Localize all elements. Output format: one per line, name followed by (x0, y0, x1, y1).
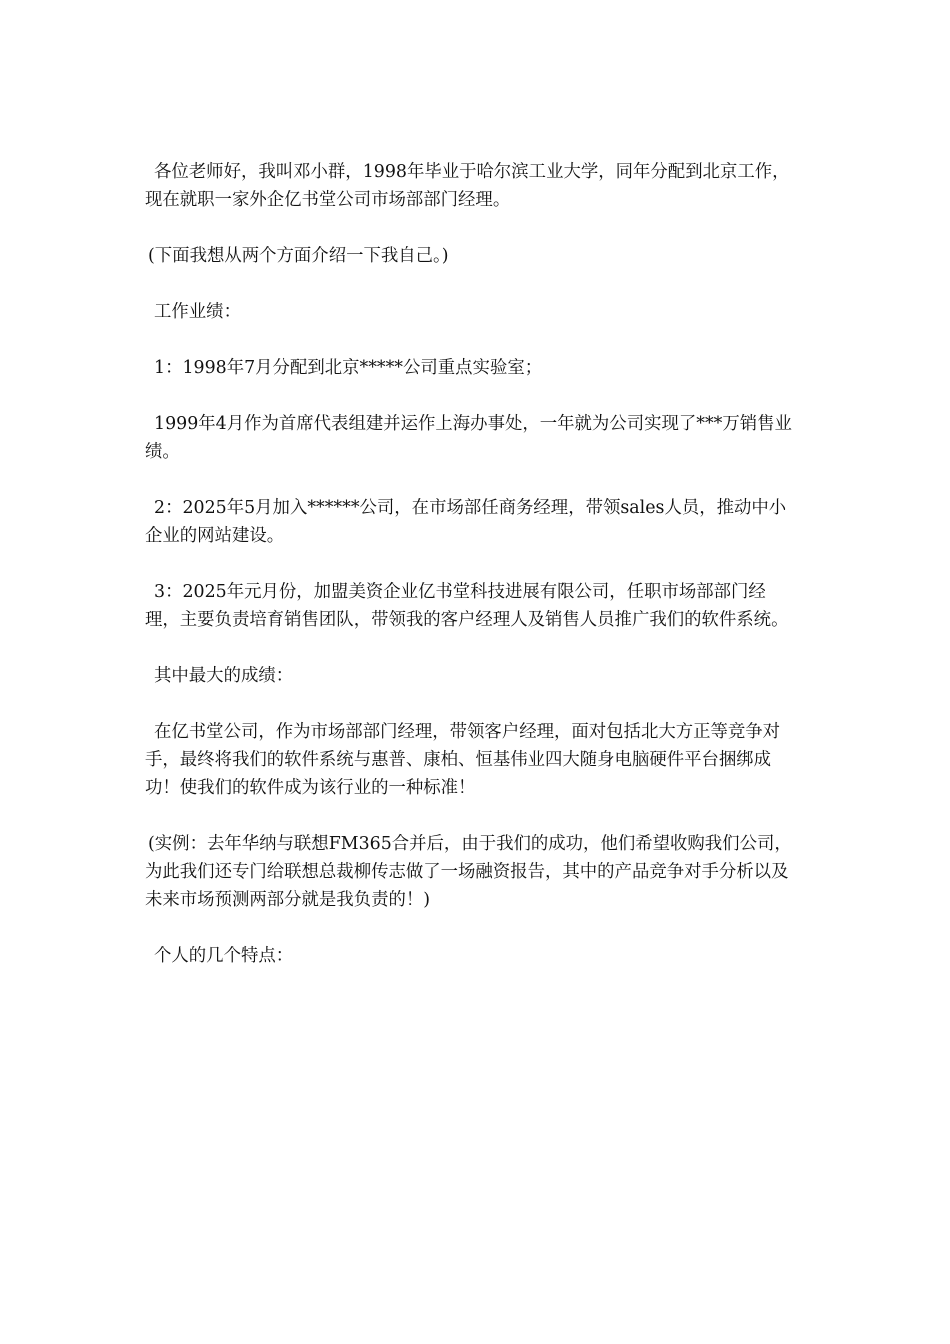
paragraph-item-1-detail: 1999年4月作为首席代表组建并运作上海办事处，一年就为公司实现了***万销售业绩。 (145, 414, 792, 462)
paragraph-achievement-detail: 在亿书堂公司，作为市场部部门经理，带领客户经理，面对包括北大方正等竞争对手，最终将我们的软件系统与惠普、康柏、恒基伟业四大随身电脑硬件平台捆绑成功！使我们的软件成为该行业的一种标准！ (145, 722, 781, 798)
paragraph-item-2: 2：2025年5月加入******公司，在市场部任商务经理，带领sales人员，推动中小企业的网站建设。 (145, 498, 787, 546)
document-body (145, 158, 800, 998)
heading-work-achievements: 工作业绩： (154, 302, 241, 322)
paragraph-intro: 各位老师好，我叫邓小群，1998年毕业于哈尔滨工业大学，同年分配到北京工作，现在就职一家外企亿书堂公司市场部部门经理。 (145, 162, 790, 210)
paragraph-item-1: 1：1998年7月分配到北京*****公司重点实验室； (154, 358, 543, 378)
heading-biggest-achievement: 其中最大的成绩： (154, 666, 294, 686)
paragraph-example: (实例：去年华纳与联想FM365合并后，由于我们的成功，他们希望收购我们公司，为此我们还专门给联想总裁柳传志做了一场融资报告，其中的产品竞争对手分析以及未来市场预测两部分就是我负责的！) (145, 834, 792, 910)
heading-personal-traits: 个人的几个特点： (154, 946, 294, 966)
paragraph-outline: (下面我想从两个方面介绍一下我自己。) (148, 246, 449, 266)
paragraph-item-3: 3：2025年元月份，加盟美资企业亿书堂科技进展有限公司，任职市场部部门经理，主要负责培育销售团队，带领我的客户经理人及销售人员推广我们的软件系统。 (145, 582, 789, 630)
